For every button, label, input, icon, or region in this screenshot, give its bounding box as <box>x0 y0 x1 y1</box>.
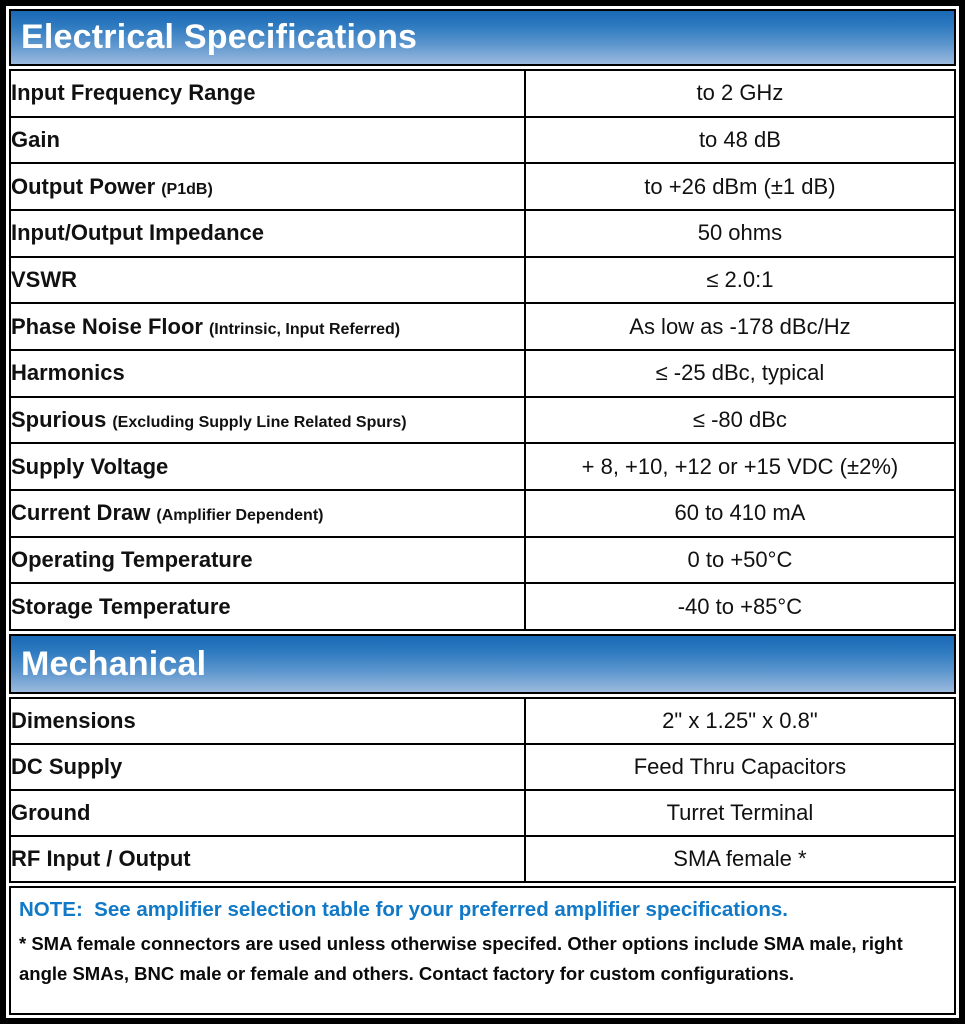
spec-value: 0 to +50°C <box>525 537 955 584</box>
table-row <box>10 443 955 490</box>
spec-value: As low as -178 dBc/Hz <box>525 303 955 350</box>
spec-value: 2" x 1.25" x 0.8" <box>525 698 955 744</box>
table-row <box>10 303 955 350</box>
table-row <box>10 163 955 210</box>
spec-label <box>10 790 525 836</box>
footnote-box <box>9 886 956 1015</box>
spec-label <box>10 490 525 537</box>
table-row <box>10 70 955 117</box>
spec-label <box>10 350 525 397</box>
spec-label-sub: (Intrinsic, Input Referred) <box>208 320 401 338</box>
spec-label-text: Storage Temperature <box>11 593 231 619</box>
spec-value: ≤ -25 dBc, typical <box>525 350 955 397</box>
table-row <box>10 836 955 882</box>
spec-label <box>10 537 525 584</box>
spec-label <box>10 163 525 210</box>
electrical-spec-table <box>9 69 956 631</box>
note-text: NOTE: See amplifier selection table for your preferred amplifier specifications. <box>19 898 788 921</box>
table-row <box>10 744 955 790</box>
spec-label-text: DC Supply <box>11 754 123 779</box>
spec-label <box>10 303 525 350</box>
spec-label <box>10 583 525 630</box>
table-row <box>10 397 955 444</box>
spec-label-text: Phase Noise Floor <box>11 313 203 339</box>
spec-value: 60 to 410 mA <box>525 490 955 537</box>
mechanical-spec-table <box>9 697 956 883</box>
spec-value: Feed Thru Capacitors <box>525 744 955 790</box>
table-row <box>10 210 955 257</box>
spec-value: -40 to +85°C <box>525 583 955 630</box>
spec-value: to 2 GHz <box>525 70 955 117</box>
spec-label <box>10 257 525 304</box>
section-title-electrical: Electrical Specifications <box>21 18 418 56</box>
spec-value: Turret Terminal <box>525 790 955 836</box>
section-header-electrical <box>9 9 956 66</box>
spec-value: + 8, +10, +12 or +15 VDC (±2%) <box>525 443 955 490</box>
section-title-mechanical: Mechanical <box>21 644 207 683</box>
table-row <box>10 583 955 630</box>
spec-label <box>10 744 525 790</box>
asterisk-note-text: * SMA female connectors are used unless otherwise specifed. Other options include SMA male, right angle SMAs, BNC male or female and others. Contact factory for custom configurations. <box>19 933 903 984</box>
spec-label-text: Spurious <box>11 406 107 432</box>
spec-value: ≤ 2.0:1 <box>525 257 955 304</box>
spec-value: to 48 dB <box>525 117 955 164</box>
spec-label-sub: (Excluding Supply Line Related Spurs) <box>112 413 407 431</box>
table-row <box>10 490 955 537</box>
spec-label <box>10 443 525 490</box>
electrical-table <box>9 69 956 631</box>
spec-label <box>10 397 525 444</box>
spec-label <box>10 210 525 257</box>
mechanical-table <box>9 697 956 883</box>
spec-label-text: Operating Temperature <box>11 546 253 572</box>
spec-label-text: Supply Voltage <box>11 453 169 479</box>
spec-label <box>10 70 525 117</box>
section-header-mechanical <box>9 634 956 694</box>
spec-value: ≤ -80 dBc <box>525 397 955 444</box>
spec-label-text: Input/Output Impedance <box>11 220 264 246</box>
spec-label <box>10 117 525 164</box>
spec-value: 50 ohms <box>525 210 955 257</box>
table-row <box>10 350 955 397</box>
spec-label-text: Harmonics <box>11 360 125 386</box>
spec-label-text: Gain <box>11 126 60 152</box>
spec-label <box>10 698 525 744</box>
spec-value: SMA female * <box>525 836 955 882</box>
spec-label-sub: (P1dB) <box>161 180 213 198</box>
table-row <box>10 117 955 164</box>
table-row <box>10 790 955 836</box>
table-row <box>10 698 955 744</box>
table-row <box>10 257 955 304</box>
spec-label-text: Dimensions <box>11 708 136 733</box>
spec-label-text: RF Input / Output <box>11 846 191 871</box>
spec-label-sub: (Amplifier Dependent) <box>156 507 324 525</box>
spec-label-text: Input Frequency Range <box>11 80 256 106</box>
spec-label-text: Current Draw <box>11 500 151 526</box>
spec-label-text: Ground <box>11 800 91 825</box>
spec-label-text: VSWR <box>11 266 77 292</box>
spec-label <box>10 836 525 882</box>
spec-value: to +26 dBm (±1 dB) <box>525 163 955 210</box>
spec-label-text: Output Power <box>11 173 156 199</box>
table-row <box>10 537 955 584</box>
